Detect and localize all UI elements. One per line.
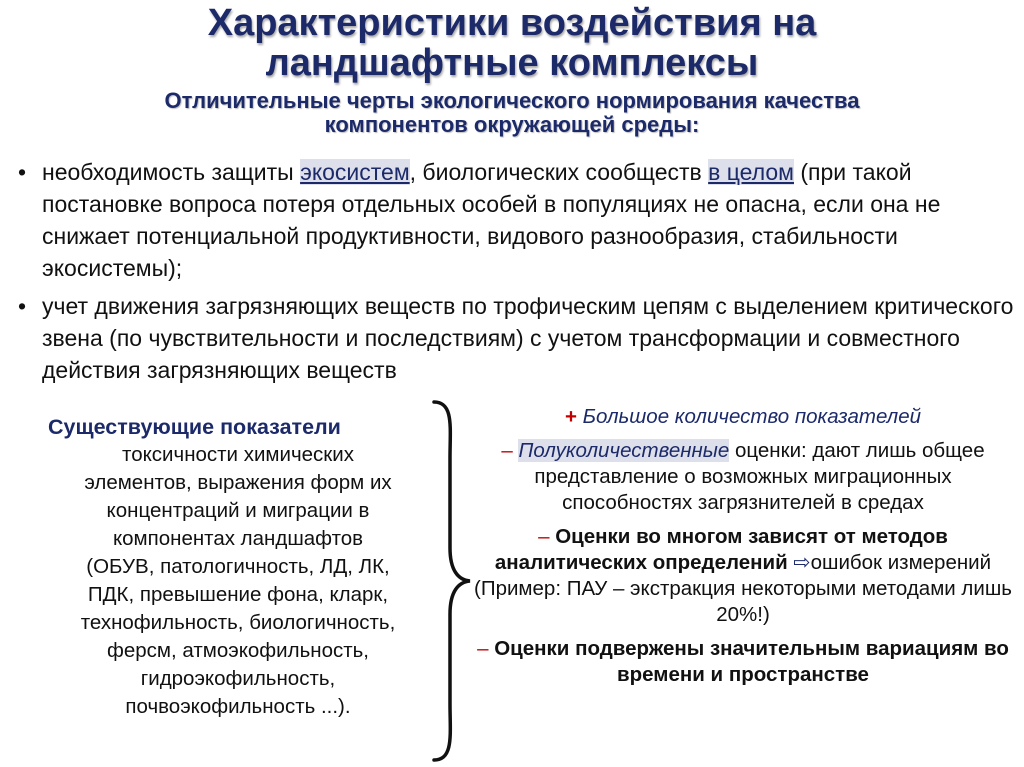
slide-subtitle bbox=[40, 89, 984, 137]
indicator-line: гидроэкофильность, bbox=[140, 667, 336, 690]
indicator-line: ПДК, превышение фона, кларк, bbox=[87, 583, 389, 606]
slide-title bbox=[0, 3, 1024, 83]
assessment-text: Оценки подвержены значительным вариациям во времени и пространстве bbox=[494, 637, 1009, 686]
bullet-marker: • bbox=[18, 293, 27, 319]
assessment-item-variation bbox=[468, 636, 1018, 688]
bullet-item-pollutants bbox=[18, 290, 1018, 386]
existing-indicators-heading: Существующие показатели bbox=[48, 415, 341, 439]
assessment-text: оценки: дают лишь общее представление о возможных миграционных способностях загрязнителей в средах bbox=[534, 439, 985, 514]
minus-marker: – bbox=[501, 439, 513, 462]
assessment-block bbox=[468, 404, 1018, 696]
minus-marker: – bbox=[538, 525, 550, 548]
indicator-line: технофильность, биологичность, bbox=[80, 611, 396, 634]
indicator-line: компонентах ландшафтов bbox=[112, 527, 364, 550]
semiquantitative-link[interactable]: Полуколичественные bbox=[518, 439, 730, 462]
indicator-line: токсичности химических bbox=[122, 443, 354, 466]
minus-marker: – bbox=[477, 637, 489, 660]
title-line-2: ландшафтные комплексы bbox=[265, 42, 759, 84]
assessment-text: Большое количество показателей bbox=[582, 405, 922, 428]
indicator-line: почвоэкофильность ...). bbox=[125, 695, 351, 718]
assessment-item-methods bbox=[468, 524, 1018, 628]
arrow-right-icon: ⇨ bbox=[793, 551, 811, 574]
bullet-text: (при такой постановке вопроса потеря отдельных особей в популяциях не опасна, если она не снижает потенциальной продуктивности, видового разнообразия, стабильности экосистемы); bbox=[42, 159, 941, 281]
subtitle-line-2: компонентов окружающей среды: bbox=[324, 112, 700, 137]
indicator-line: концентраций и миграции в bbox=[106, 499, 370, 522]
bullet-text: необходимость защиты bbox=[42, 159, 301, 185]
title-line-1: Характеристики воздействия на bbox=[207, 2, 817, 44]
indicator-line: элементов, выражения форм их bbox=[84, 471, 392, 494]
assessment-item-plus bbox=[468, 404, 1018, 430]
bullet-item-ecosystems bbox=[18, 156, 1018, 284]
assessment-item-semiquantitative bbox=[468, 438, 1018, 516]
subtitle-line-1: Отличительные черты экологического нормирования качества bbox=[164, 88, 860, 113]
ecosystems-link[interactable]: экосистем bbox=[300, 159, 410, 185]
in-general-link[interactable]: в целом bbox=[708, 159, 794, 185]
bullet-list bbox=[18, 156, 1018, 392]
existing-indicators-block bbox=[28, 413, 448, 721]
indicator-line: (ОБУВ, патологичность, ЛД, ЛК, bbox=[86, 555, 390, 578]
plus-marker: + bbox=[564, 405, 577, 428]
assessment-text: Оценки во многом зависят от методов аналитических определений bbox=[494, 525, 948, 574]
indicator-line: ферсм, атмоэкофильность, bbox=[107, 639, 369, 662]
bullet-marker: • bbox=[18, 159, 27, 185]
bullet-text: , биологических сообществ bbox=[409, 159, 709, 185]
assessment-text: ошибок измерений (Пример: ПАУ – экстракция некоторыми методами лишь 20%!) bbox=[474, 551, 1012, 626]
bullet-text: учет движения загрязняющих веществ по трофическим цепям с выделением критического звена (по чувствительности и последствиям) с учетом трансформации и совместного действия загрязняющих веществ bbox=[42, 293, 1014, 383]
